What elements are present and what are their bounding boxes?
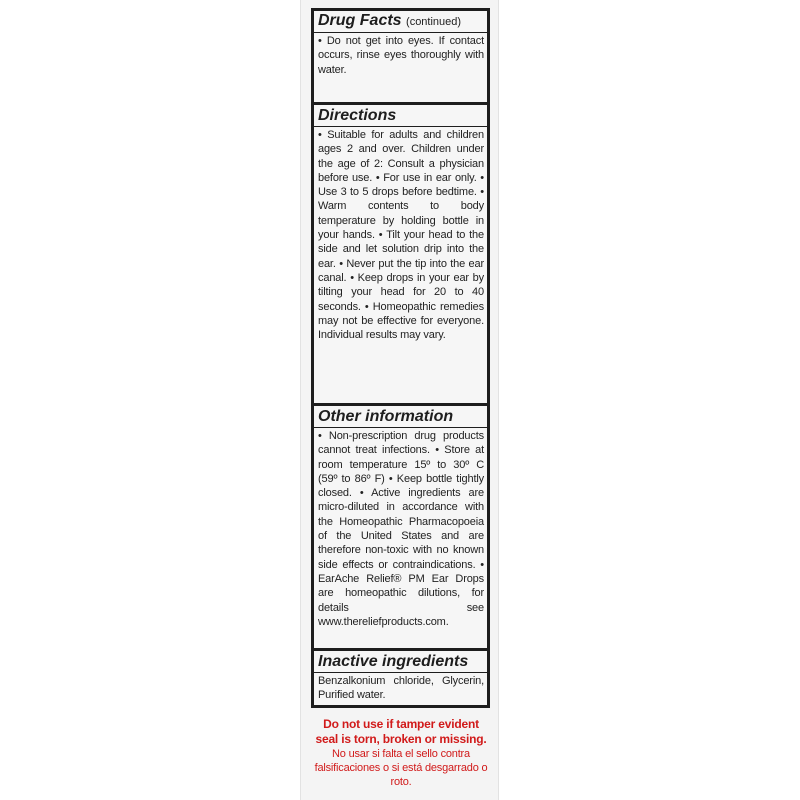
inactive-ingredients-heading: Inactive ingredients: [314, 652, 487, 673]
drug-facts-continued: (continued): [406, 16, 462, 28]
directions-section: [314, 106, 487, 406]
other-information-heading: Other information: [314, 407, 487, 428]
drug-facts-title: [314, 11, 487, 33]
tamper-warning-spanish: No usar si falta el sello contra falsificaciones o si está desgarrado o roto.: [314, 748, 488, 788]
tamper-warning-bold: Do not use if tamper evident seal is torn, broken or missing.: [315, 717, 487, 746]
drug-facts-panel: [311, 8, 490, 708]
section-divider: [314, 403, 487, 406]
inactive-ingredients-text: Benzalkonium chloride, Glycerin, Purified water.: [318, 675, 484, 702]
tamper-seal-warning: [313, 717, 489, 789]
drug-facts-title-text: Drug Facts: [318, 12, 402, 29]
directions-text: • Suitable for adults and children ages 2 and over. Children under the age of 2: Consult a physician before use. • For use in ear only. • Use 3 to 5 drops before bedtime. • Warm contents to body temperature by holding bottle in your hands. • Tilt your head to the side and let solution drip into the ear. • Never put the tip into the ear canal. • Keep drops in your ear by tilting your head for 20 to 40 seconds. • Homeopathic remedies may not be effective for everyone. Individual results may vary.: [318, 129, 484, 342]
other-information-text: • Non-prescription drug products cannot treat infections. • Store at room temperature 15º to 30º C (59º to 86º F) • Keep bottle tightly closed. • Active ingredients are micro-diluted in accordance with the Homeopathic Pharmacopoeia of the United States and are therefore non-toxic with no known side effects or contraindications. • EarAche Relief® PM Ear Drops are homeopathic dilutions, for details see www.thereliefproducts.com.: [318, 430, 484, 628]
drug-facts-section: [314, 11, 487, 101]
other-information-section: [314, 407, 487, 652]
directions-heading: Directions: [314, 106, 487, 127]
eye-warning-text: • Do not get into eyes. If contact occurs, rinse eyes thoroughly with water.: [318, 35, 484, 76]
section-divider: [314, 102, 487, 105]
section-divider: [314, 648, 487, 651]
inactive-ingredients-section: [314, 652, 487, 708]
